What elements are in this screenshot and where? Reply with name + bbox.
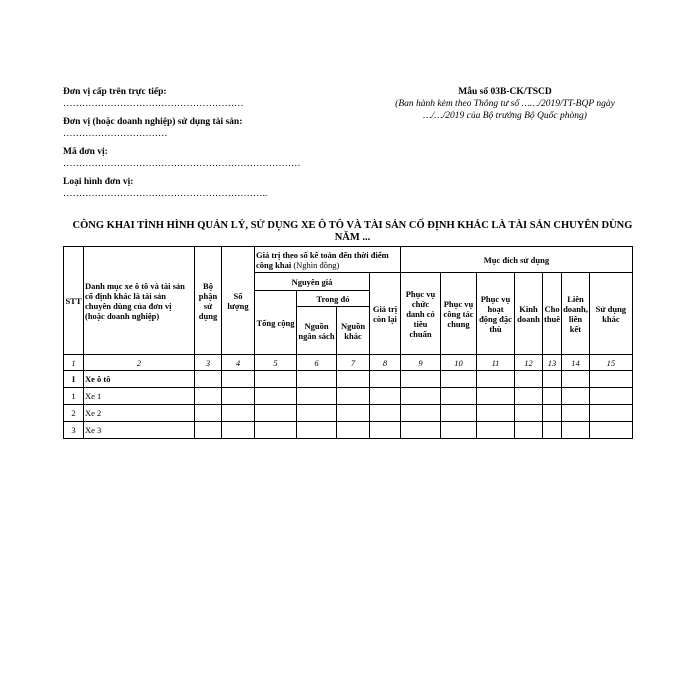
header-purpose-special: Phục vụ hoạt động đặc thù bbox=[477, 273, 515, 355]
row-stt: 1 bbox=[64, 388, 84, 405]
table-row bbox=[64, 405, 633, 422]
header-category: Danh mục xe ô tô và tài sản cố định khác là tài sản chuyên dùng của đơn vị (hoặc doanh nghiệp) bbox=[84, 247, 195, 355]
superior-unit-label: Đơn vị cấp trên trực tiếp: bbox=[63, 87, 167, 97]
unit-code-field: ………………………………………………………………… bbox=[63, 159, 301, 169]
column-number: 14 bbox=[562, 355, 590, 371]
using-unit-field: …………………………… bbox=[63, 129, 168, 139]
column-number: 15 bbox=[589, 355, 632, 371]
header-purpose: Mục đích sử dụng bbox=[401, 247, 633, 273]
header-accounting-value bbox=[255, 247, 401, 273]
column-number: 2 bbox=[84, 355, 195, 371]
header-of-which: Trong đó bbox=[297, 291, 370, 307]
header-right bbox=[360, 86, 650, 122]
row-stt: 2 bbox=[64, 405, 84, 422]
column-number-row bbox=[64, 355, 633, 371]
asset-table bbox=[63, 246, 633, 439]
header-other-source: Nguồn khác bbox=[337, 307, 370, 355]
column-number: 13 bbox=[543, 355, 562, 371]
header-value-unit: (Nghìn đồng) bbox=[293, 259, 340, 270]
header-budget-source: Nguồn ngân sách bbox=[297, 307, 337, 355]
row-name: Xe 3 bbox=[84, 422, 195, 439]
column-number: 9 bbox=[401, 355, 441, 371]
using-unit-label: Đơn vị (hoặc doanh nghiệp) sử dụng tài sản: bbox=[63, 117, 243, 127]
header-quantity: Số lượng bbox=[222, 247, 255, 355]
row-name: Xe 2 bbox=[84, 405, 195, 422]
column-number: 12 bbox=[515, 355, 543, 371]
issuance-note-line2: …/…/2019 của Bộ trưởng Bộ Quốc phòng) bbox=[423, 111, 587, 121]
header-purpose-business: Kinh doanh bbox=[515, 273, 543, 355]
issuance-note-line1: (Ban hành kèm theo Thông tư số ……/2019/TT-BQP ngày bbox=[395, 99, 615, 109]
row-stt: I bbox=[64, 371, 84, 388]
unit-code-label: Mã đơn vị: bbox=[63, 147, 108, 157]
table-row bbox=[64, 422, 633, 439]
header-residual-value: Giá trị còn lại bbox=[370, 273, 401, 355]
header-purpose-titled: Phục vụ chức danh có tiêu chuẩn bbox=[401, 273, 441, 355]
document-title: CÔNG KHAI TÌNH HÌNH QUẢN LÝ, SỬ DỤNG XE Ô TÔ VÀ TÀI SẢN CỐ ĐỊNH KHÁC LÀ TÀI SẢN CHUYÊN DÙNG NĂM ... bbox=[72, 220, 633, 243]
column-number: 6 bbox=[297, 355, 337, 371]
header-purpose-joint-venture: Liên doanh, liên kết bbox=[562, 273, 590, 355]
header-department: Bộ phận sử dụng bbox=[195, 247, 222, 355]
header-purpose-lease: Cho thuê bbox=[543, 273, 562, 355]
header-total: Tổng cộng bbox=[255, 291, 297, 355]
unit-type-label: Loại hình đơn vị: bbox=[63, 177, 134, 187]
header-stt: STT bbox=[64, 247, 84, 355]
superior-unit-field: ………………………………………………… bbox=[63, 99, 244, 109]
column-number: 3 bbox=[195, 355, 222, 371]
row-stt: 3 bbox=[64, 422, 84, 439]
row-name: Xe ô tô bbox=[84, 371, 195, 388]
header-purpose-general: Phục vụ công tác chung bbox=[441, 273, 477, 355]
column-number: 10 bbox=[441, 355, 477, 371]
row-name: Xe 1 bbox=[84, 388, 195, 405]
column-number: 4 bbox=[222, 355, 255, 371]
column-number: 11 bbox=[477, 355, 515, 371]
form-number: Mẫu số 03B-CK/TSCD bbox=[458, 87, 552, 97]
column-number: 8 bbox=[370, 355, 401, 371]
header-left bbox=[63, 86, 393, 200]
header-purpose-other: Sử dụng khác bbox=[589, 273, 632, 355]
header-value-text: Giá trị theo số kế toán đến thời điểm công khai bbox=[256, 249, 389, 270]
column-number: 5 bbox=[255, 355, 297, 371]
column-number: 1 bbox=[64, 355, 84, 371]
unit-type-field: ……………………………………………………….. bbox=[63, 189, 268, 199]
header-original-cost: Nguyên giá bbox=[255, 273, 370, 291]
column-number: 7 bbox=[337, 355, 370, 371]
table-row bbox=[64, 388, 633, 405]
table-row bbox=[64, 371, 633, 388]
